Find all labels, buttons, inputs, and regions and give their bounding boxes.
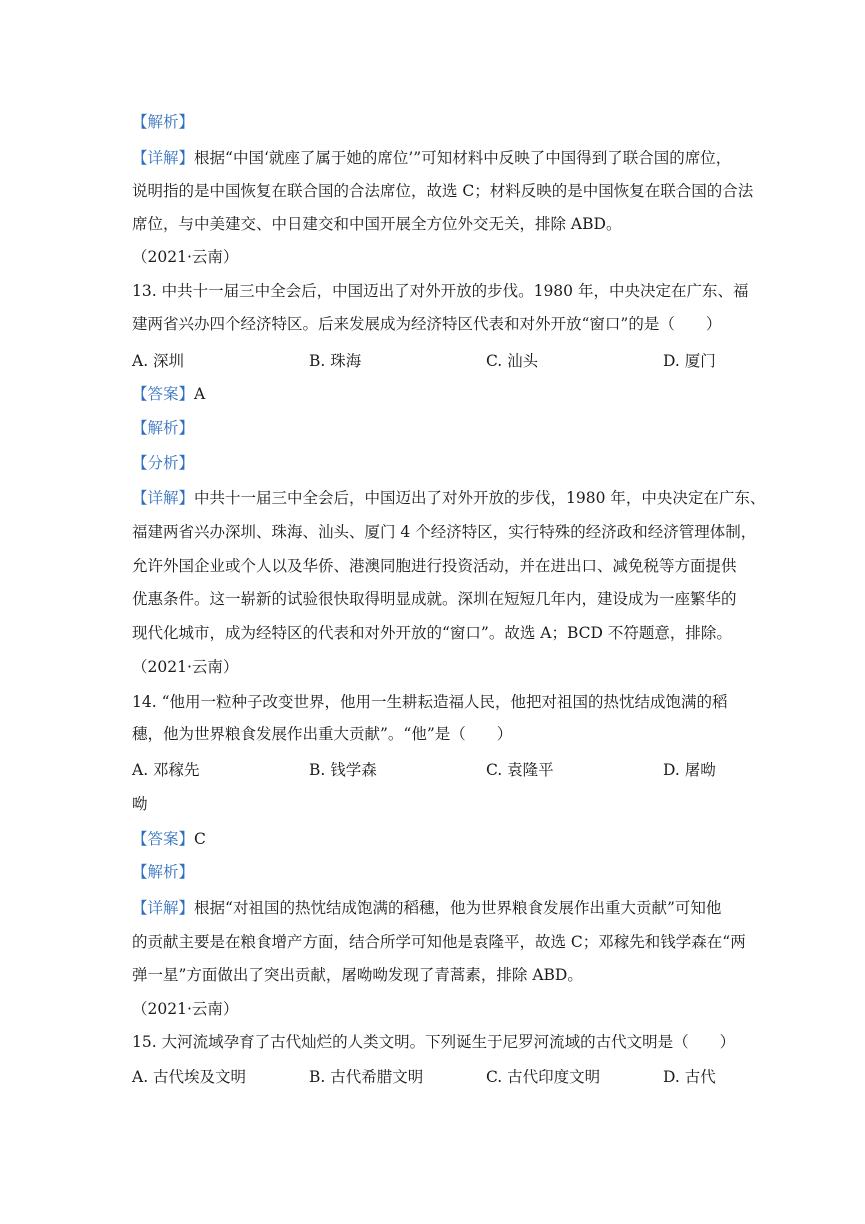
- option-c: C. 汕头: [486, 352, 539, 370]
- detail-paragraph-line: 【详解】根据“对祖国的热忱结成饱满的稻穗，他为世界粮食发展作出重大贡献”可知他: [132, 899, 722, 917]
- option-d-wrap: 呦: [132, 795, 148, 813]
- question-source: （2021·云南）: [132, 248, 239, 266]
- section-heading-jiexi: 【解析】: [132, 419, 195, 437]
- detail-paragraph-line: 席位，与中美建交、中日建交和中国开展全方位外交无关，排除 ABD。: [132, 215, 622, 233]
- detail-paragraph-line: 【详解】中共十一届三中全会后，中国迈出了对外开放的步伐，1980 年，中央决定在广东、: [132, 489, 766, 507]
- answer-line: [132, 384, 205, 404]
- answer-value: A: [194, 385, 206, 403]
- detail-paragraph-line: 弹一星”方面做出了突出贡献，屠呦呦发现了青蒿素，排除 ABD。: [132, 966, 583, 984]
- option-d: D. 厦门: [663, 352, 716, 370]
- question-stem-line: 建两省兴办四个经济特区。后来发展成为经济特区代表和对外开放“窗口”的是（ ）: [132, 315, 722, 333]
- detail-paragraph-line: 允许外国企业或个人以及华侨、港澳同胞进行投资活动，并在进出口、减免税等方面提供: [132, 557, 737, 575]
- detail-tag: 【详解】: [132, 489, 195, 507]
- question-source: （2021·云南）: [132, 658, 239, 676]
- option-c: C. 古代印度文明: [486, 1068, 601, 1086]
- detail-tag: 【详解】: [132, 899, 195, 917]
- detail-paragraph-line: 现代化城市，成为经特区的代表和对外开放的“窗口”。故选 A；BCD 不符题意，排除。: [132, 624, 732, 642]
- option-a: A. 邓稼先: [132, 761, 200, 779]
- question-stem-line: 穗，他为世界粮食发展作出重大贡献”。“他”是（ ）: [132, 725, 513, 743]
- question-stem-line: 13. 中共十一届三中全会后，中国迈出了对外开放的步伐。1980 年，中央决定在广东、福: [132, 282, 749, 300]
- option-b: B. 珠海: [309, 352, 362, 370]
- answer-value: C: [194, 830, 206, 848]
- option-b: B. 钱学森: [309, 761, 377, 779]
- option-d: D. 屠呦: [663, 761, 716, 779]
- detail-paragraph-line: 【详解】根据“中国‘就座了属于她的席位’”可知材料中反映了中国得到了联合国的席位，: [132, 149, 732, 167]
- answer-tag: 【答案】: [132, 830, 195, 848]
- question-stem-line: 14. “他用一粒种子改变世界，他用一生耕耘造福人民，他把对祖国的热忱结成饱满的稻: [132, 693, 728, 711]
- option-b: B. 古代希腊文明: [309, 1068, 424, 1086]
- detail-paragraph-line: 优惠条件。这一崭新的试验很快取得明显成就。深圳在短短几年内，建设成为一座繁华的: [132, 590, 737, 608]
- question-stem-line: 15. 大河流域孕育了古代灿烂的人类文明。下列诞生于尼罗河流域的古代文明是（ ）: [132, 1033, 736, 1051]
- option-d: D. 古代: [663, 1068, 716, 1086]
- option-a: A. 深圳: [132, 352, 185, 370]
- section-heading-jiexi: 【解析】: [132, 863, 195, 881]
- answer-line: [132, 829, 206, 849]
- detail-paragraph-line: 福建两省兴办深圳、珠海、汕头、厦门 4 个经济特区，实行特殊的经济政和经济管理体制，: [132, 523, 757, 541]
- option-a: A. 古代埃及文明: [132, 1068, 247, 1086]
- section-heading-jiexi: 【解析】: [132, 113, 195, 131]
- detail-paragraph-line: 说明指的是中国恢复在联合国的合法席位，故选 C；材料反映的是中国恢复在联合国的合法: [132, 182, 754, 200]
- option-c: C. 袁隆平: [486, 761, 554, 779]
- answer-tag: 【答案】: [132, 385, 195, 403]
- section-heading-fenxi: 【分析】: [132, 454, 195, 472]
- question-source: （2021·云南）: [132, 1000, 239, 1018]
- detail-tag: 【详解】: [132, 149, 195, 167]
- detail-paragraph-line: 的贡献主要是在粮食增产方面，结合所学可知他是袁隆平，故选 C；邓稼先和钱学森在“两: [132, 933, 746, 951]
